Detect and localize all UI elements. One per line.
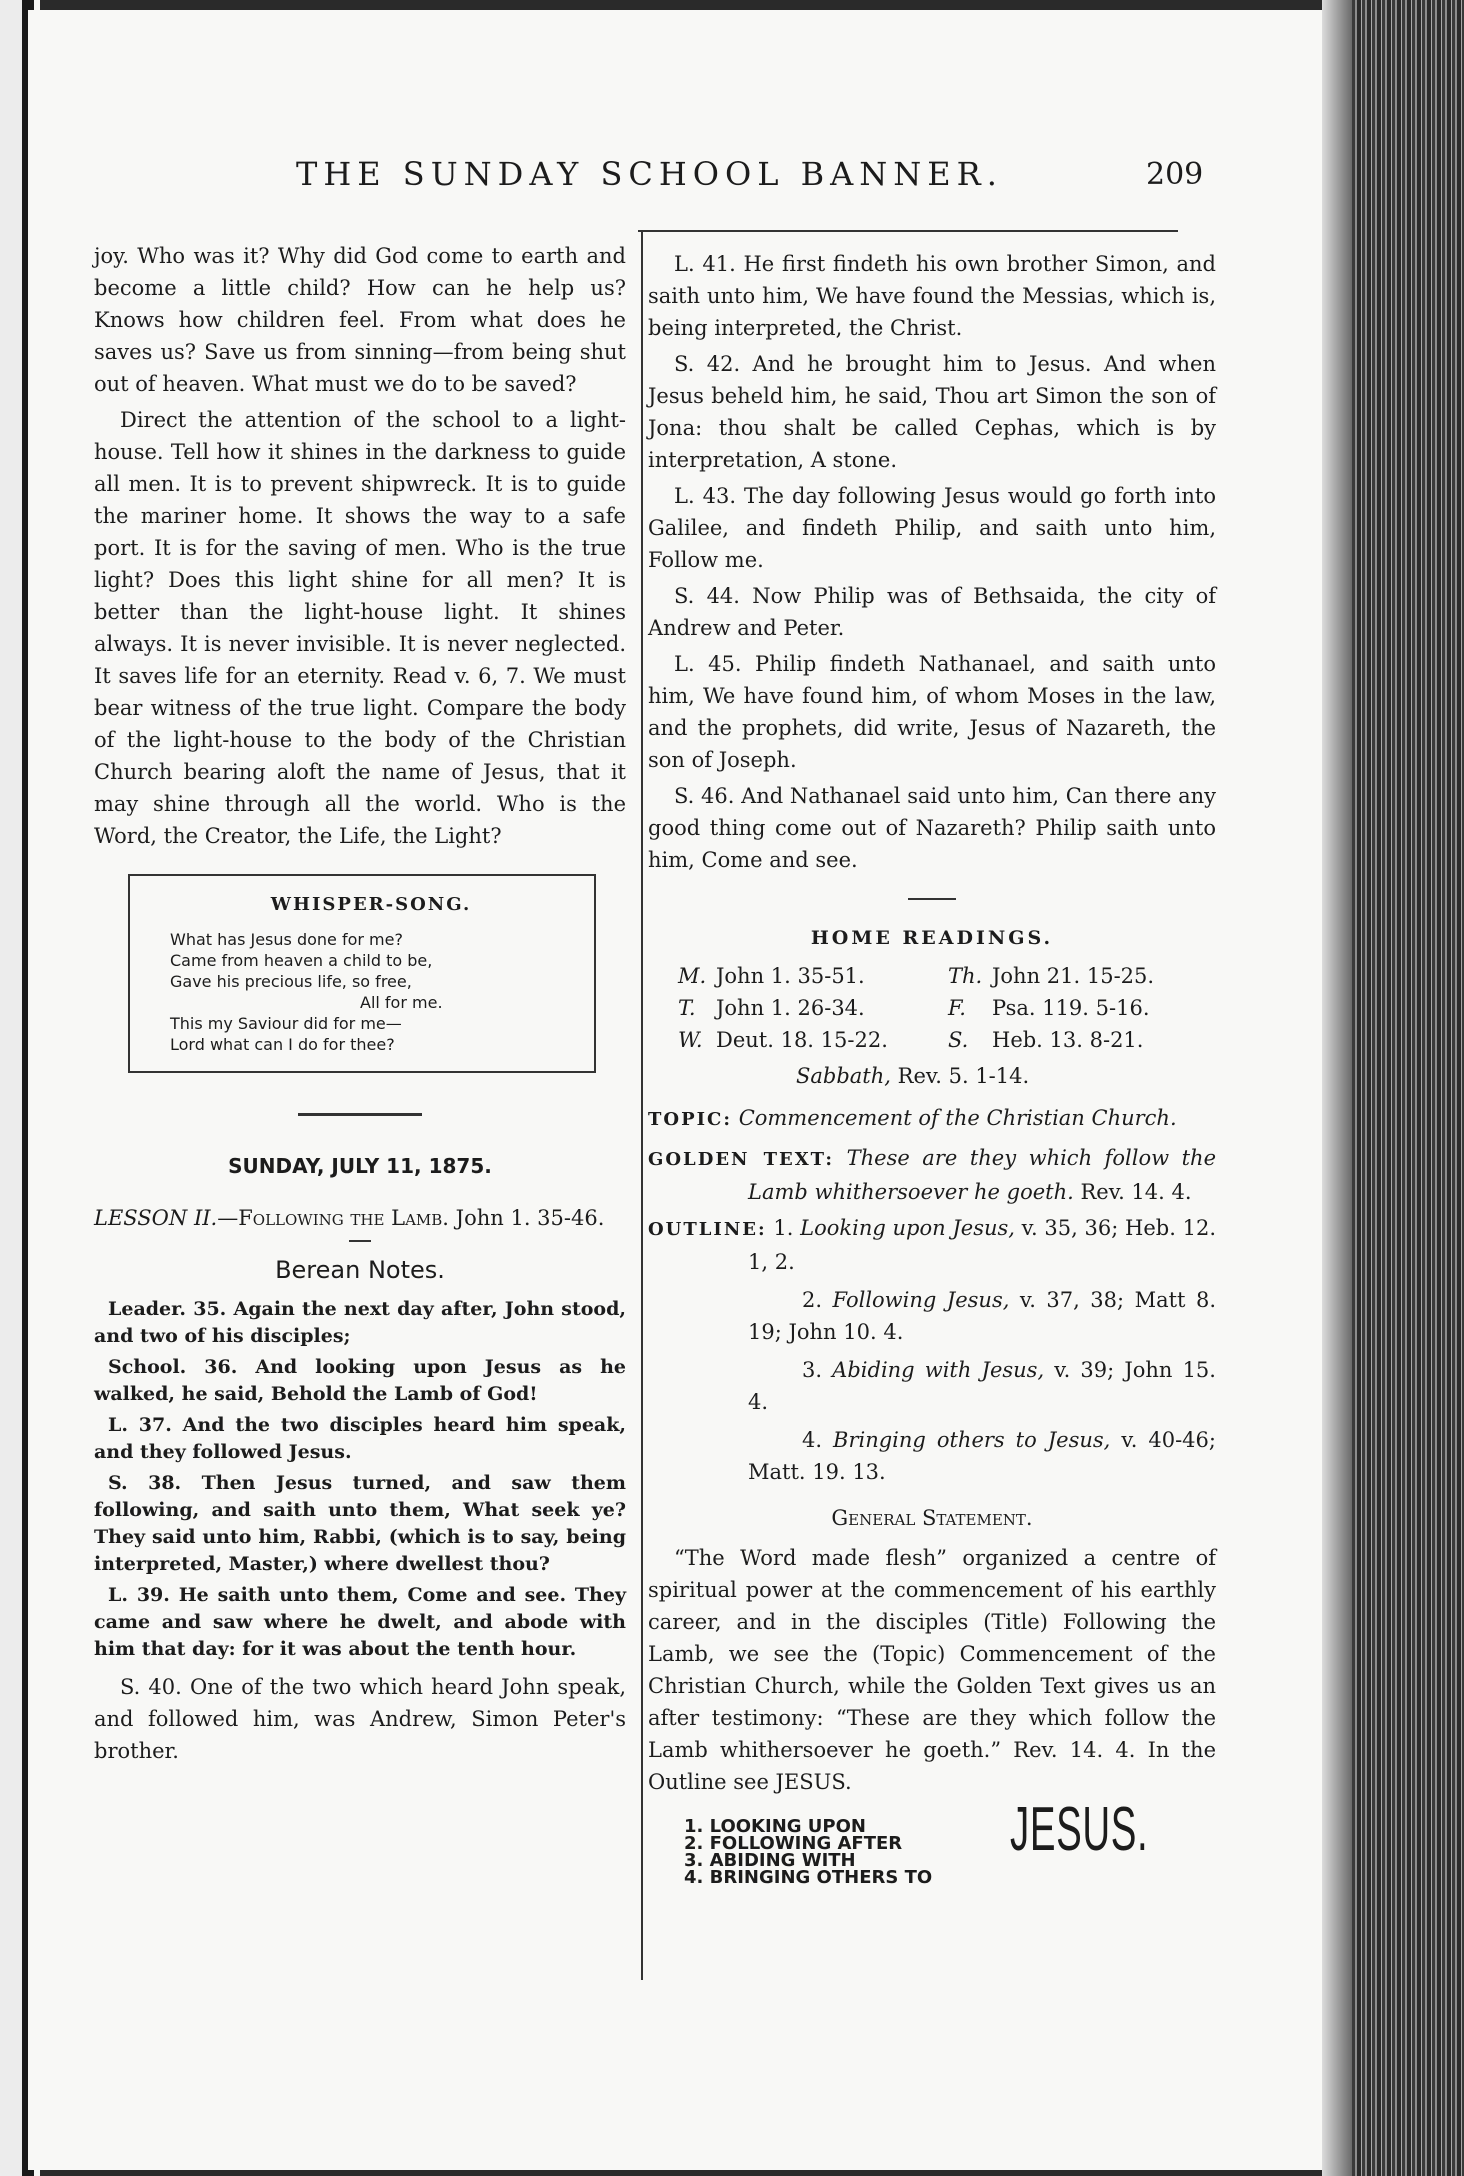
outline-title: Bringing others to Jesus,: [833, 1428, 1111, 1452]
outline-item-2: [648, 1284, 1216, 1348]
lesson-date: SUNDAY, JULY 11, 1875.: [228, 1154, 492, 1178]
outline: [648, 1212, 1216, 1488]
outline-ref: v. 35, 36; Heb. 12. 1, 2.: [748, 1216, 1216, 1274]
reading-day: Th.: [948, 964, 983, 988]
outline-num: 1.: [773, 1216, 794, 1240]
verse-43: L. 43. The day following Jesus would go forth into Galilee, and findeth Philip, and saith unto him, Follow me.: [648, 484, 1216, 572]
outline-item-1: [648, 1212, 1216, 1278]
jesus-outline-graphic: [648, 1795, 1216, 1904]
verse-35: Leader. 35. Again the next day after, John stood, and two of his disciples;: [94, 1298, 626, 1347]
topic-label: TOPIC:: [648, 1109, 732, 1130]
home-readings-heading: HOME READINGS.: [810, 927, 1054, 949]
verse-37: L. 37. And the two disciples heard him speak, and they followed Jesus.: [94, 1414, 626, 1463]
reading-day: T.: [678, 996, 696, 1020]
verse-39: L. 39. He saith unto them, Come and see. They came and saw where he dwelt, and abode with him that day: for it was about the tenth hour.: [94, 1584, 626, 1660]
outline-num: 2.: [802, 1288, 823, 1312]
berean-notes-heading: Berean Notes.: [275, 1256, 445, 1284]
jesus-line: 2. FOLLOWING AFTER: [684, 1833, 903, 1854]
page-header: [28, 155, 1330, 205]
reading-ref: John 1. 35-51.: [716, 964, 865, 988]
topic-text: Commencement of the Christian Church.: [738, 1106, 1177, 1130]
golden-ref: Rev. 14. 4.: [1080, 1180, 1192, 1204]
reading-ref: John 21. 15-25.: [992, 964, 1155, 988]
lesson-number: LESSON II.: [94, 1206, 218, 1230]
verse-46: S. 46. And Nathanael said unto him, Can there any good thing come out of Nazareth? Philip saith unto him, Come and see.: [648, 784, 1216, 872]
jesus-line: 1. LOOKING UPON: [684, 1816, 866, 1837]
poem-line: This my Saviour did for me—: [170, 1014, 402, 1033]
outline-ref: v. 39; John 15. 4.: [748, 1358, 1216, 1414]
page-edge-shadow: [1322, 0, 1352, 2176]
topic-line: [648, 1102, 1216, 1136]
outline-item-4: [648, 1424, 1216, 1488]
section-rule: [298, 1113, 422, 1116]
poem-line: What has Jesus done for me?: [170, 930, 403, 949]
reading-ref: Psa. 119. 5-16.: [992, 996, 1150, 1020]
jesus-line: 4. BRINGING OTHERS TO: [684, 1867, 933, 1888]
page-number: 209: [1146, 157, 1204, 192]
outline-label: OUTLINE:: [648, 1219, 767, 1240]
running-title: THE SUNDAY SCHOOL BANNER.: [296, 155, 1003, 193]
general-statement-heading: General Statement.: [831, 1506, 1033, 1530]
outline-title: Looking upon Jesus,: [800, 1216, 1015, 1240]
left-column: [94, 240, 626, 1771]
home-readings-table: [648, 960, 1216, 1060]
sabbath-reading: [796, 1060, 1216, 1092]
outline-title: Abiding with Jesus,: [832, 1358, 1045, 1382]
verse-42: S. 42. And he brought him to Jesus. And when Jesus beheld him, he said, Thou art Simon the son of Jona: thou shalt be called Cephas, which is by interpretation, A stone.: [648, 352, 1216, 472]
verse-40: S. 40. One of the two which heard John speak, and followed him, was Andrew, Simon Peter's brother.: [94, 1675, 626, 1763]
paragraph-intro: joy. Who was it? Why did God come to earth and become a little child? How can he help us? Knows how children feel. From what does he saves us? Save us from sinning—from being shut out of heaven. What must we do to be saved?: [94, 244, 626, 396]
outline-num: 4.: [802, 1428, 823, 1452]
reading-ref: Rev. 5. 1-14.: [897, 1064, 1030, 1088]
outline-ref: v. 40-46; Matt. 19. 13.: [748, 1428, 1216, 1484]
lesson-heading: [94, 1202, 626, 1234]
lesson-dash: —: [217, 1206, 239, 1230]
golden-label: GOLDEN TEXT:: [648, 1149, 835, 1170]
golden-text: [648, 1142, 1216, 1208]
outline-item-3: [648, 1354, 1216, 1418]
reading-ref: Deut. 18. 15-22.: [716, 1028, 888, 1052]
lesson-title: Following the Lamb.: [238, 1206, 449, 1230]
reading-day: W.: [678, 1028, 703, 1052]
book-page: [28, 10, 1330, 2170]
verse-41: L. 41. He first findeth his own brother Simon, and saith unto him, We have found the Messias, which is, being interpreted, the Christ.: [648, 252, 1216, 340]
reading-ref: John 1. 26-34.: [716, 996, 865, 1020]
verse-44: S. 44. Now Philip was of Bethsaida, the city of Andrew and Peter.: [648, 584, 1216, 640]
poem-line: Came from heaven a child to be,: [170, 951, 433, 970]
verse-45: L. 45. Philip findeth Nathanael, and saith unto him, We have found him, of whom Moses in the law, and the prophets, did write, Jesus of Nazareth, the son of Joseph.: [648, 652, 1216, 772]
reading-day: Sabbath,: [796, 1064, 891, 1088]
reading-day: S.: [948, 1028, 969, 1052]
verse-36: School. 36. And looking upon Jesus as he walked, he said, Behold the Lamb of God!: [94, 1356, 626, 1405]
short-rule: [908, 898, 956, 900]
reading-day: F.: [948, 996, 966, 1020]
poem-title: WHISPER-SONG.: [270, 894, 472, 915]
verse-38: S. 38. Then Jesus turned, and saw them following, and saith unto them, What seek ye? They said unto him, Rabbi, (which is to say, being interpreted, Master,) where dwellest thou?: [94, 1472, 626, 1575]
poem-line: Lord what can I do for thee?: [170, 1035, 395, 1054]
outline-ref: v. 37, 38; Matt 8. 19; John 10. 4.: [748, 1288, 1216, 1344]
right-column: [648, 248, 1216, 1904]
jesus-large-word: JESUS.: [1010, 1795, 1149, 1864]
poem-line: Gave his precious life, so free,: [170, 972, 412, 991]
paragraph-lighthouse: Direct the attention of the school to a light-house. Tell how it shines in the darkness to guide all men. It is to prevent shipwreck. It is to guide the mariner home. It shows the way to a safe port. It is for the saving of men. Who is the true light? Does this light shine for all men? It is better than the light-house light. It shines always. It is never invisible. It is never neglected. It saves life for an eternity. Read v. 6, 7. We must bear witness of the true light. Compare the body of the light-house to the body of the Christian Church bearing aloft the name of Jesus, that it may shine through all the world. Who is the Word, the Creator, the Life, the Light?: [94, 408, 626, 848]
general-statement-text: “The Word made flesh” organized a centre of spiritual power at the commencement of his earthly career, and in the disciples (Title) Following the Lamb, we see the (Topic) Commencement of the Christian Church, while the Golden Text gives us an after testimony: “These are they which follow the Lamb whithersoever he goeth.” Rev. 14. 4. In the Outline see JESUS.: [648, 1546, 1216, 1794]
jesus-line: 3. ABIDING WITH: [684, 1850, 856, 1871]
jesus-outline-lines: [684, 1818, 932, 1886]
column-divider: [641, 232, 643, 1980]
outline-title: Following Jesus,: [832, 1288, 1010, 1312]
reading-day: M.: [678, 964, 707, 988]
whisper-song-box: [128, 874, 596, 1073]
golden-text-content: These are they which follow the Lamb whithersoever he goeth.: [748, 1146, 1216, 1204]
outline-num: 3.: [802, 1358, 823, 1382]
reading-ref: Heb. 13. 8-21.: [992, 1028, 1144, 1052]
header-rule: [638, 230, 1178, 232]
poem-line: All for me.: [360, 993, 443, 1012]
short-rule: [349, 1240, 371, 1242]
lesson-ref: John 1. 35-46.: [455, 1206, 605, 1230]
